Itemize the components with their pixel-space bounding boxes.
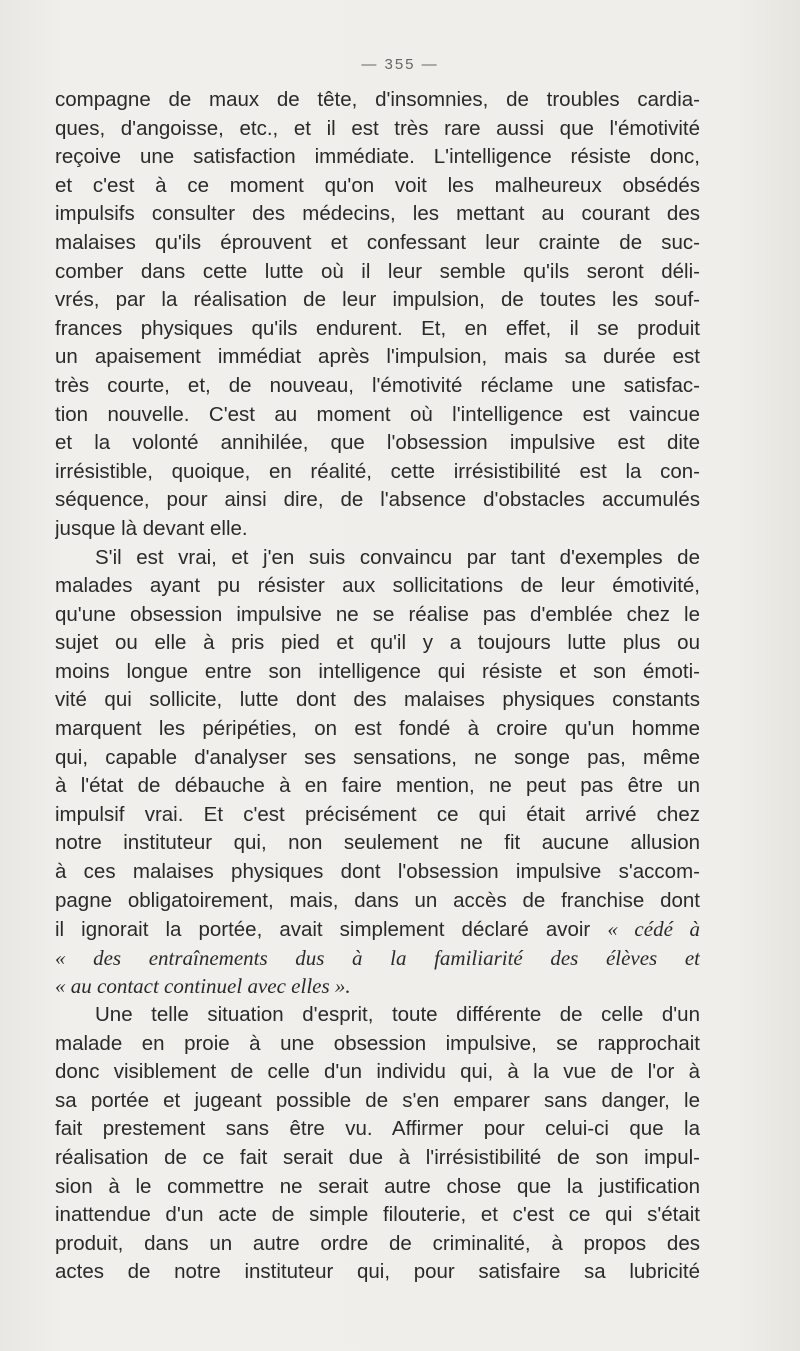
- text-line: sa portée et jugeant possible de s'en emparer sans danger, le: [55, 1088, 700, 1112]
- text-line: malade en proie à une obsession impulsive, se rapprochait: [55, 1031, 700, 1055]
- body-text: [55, 86, 700, 1287]
- text-line: moins longue entre son intelligence qui résiste et son émoti-: [55, 659, 700, 683]
- text-line: notre instituteur qui, non seulement ne fit aucune allusion: [55, 831, 700, 855]
- italic-quote-line: « au contact continuel avec elles ».: [55, 974, 351, 999]
- text-line: marquent les péripéties, on est fondé à croire qu'un homme: [55, 717, 700, 741]
- text-line: et c'est à ce moment qu'on voit les malheureux obsédés: [55, 173, 700, 197]
- text-line: donc visiblement de celle d'un individu qui, à la vue de l'or à: [55, 1060, 700, 1084]
- text-line: reçoive une satisfaction immédiate. L'intelligence résiste donc,: [55, 145, 700, 169]
- italic-quote: « cédé à: [607, 917, 700, 942]
- text-line: Une telle situation d'esprit, toute différente de celle d'un: [95, 1003, 700, 1026]
- text-segment: il ignorait la portée, avait simplement déclaré avoir: [55, 918, 591, 942]
- text-line: vité qui sollicite, lutte dont des malaises physiques constants: [55, 688, 700, 712]
- text-line: compagne de maux de tête, d'insomnies, de troubles cardia-: [55, 88, 700, 111]
- text-line: sujet ou elle à pris pied et qu'il y a toujours lutte plus ou: [55, 631, 700, 655]
- text-line: qui, capable d'analyser ses sensations, ne songe pas, même: [55, 745, 700, 769]
- text-line: fait prestement sans être vu. Affirmer pour celui-ci que la: [55, 1117, 700, 1141]
- text-line: très courte, et, de nouveau, l'émotivité réclame une satisfac-: [55, 373, 700, 397]
- text-line-with-quote: [55, 915, 700, 944]
- text-line: un apaisement immédiat après l'impulsion, mais sa durée est: [55, 345, 700, 369]
- text-line: comber dans cette lutte où il leur semble qu'ils seront déli-: [55, 259, 700, 283]
- text-line: S'il est vrai, et j'en suis convaincu par tant d'exemples de: [95, 545, 700, 569]
- text-line: produit, dans un autre ordre de criminalité, à propos des: [55, 1231, 700, 1255]
- italic-quote-line: « des entraînements dus à la familiarité des élèves et: [55, 945, 700, 970]
- text-line: malaises qu'ils éprouvent et confessant leur crainte de suc-: [55, 230, 700, 254]
- text-line: irrésistible, quoique, en réalité, cette irrésistibilité est la con-: [55, 459, 700, 483]
- text-line: réalisation de ce fait serait due à l'irrésistibilité de son impul-: [55, 1145, 700, 1169]
- text-line: frances physiques qu'ils endurent. Et, en effet, il se produit: [55, 316, 700, 340]
- text-line: tion nouvelle. C'est au moment où l'intelligence est vaincue: [55, 402, 700, 426]
- text-line: actes de notre instituteur qui, pour satisfaire sa lubricité: [55, 1260, 700, 1284]
- text-line: qu'une obsession impulsive ne se réalise pas d'emblée chez le: [55, 602, 700, 626]
- text-line: jusque là devant elle.: [55, 516, 248, 540]
- text-line: à ces malaises physiques dont l'obsession impulsive s'accom-: [55, 860, 700, 884]
- text-line: séquence, pour ainsi dire, de l'absence d'obstacles accumulés: [55, 488, 700, 512]
- text-line: pagne obligatoirement, mais, dans un accès de franchise dont: [55, 888, 700, 912]
- page-number: — 355 —: [361, 56, 439, 73]
- text-line: impulsif vrai. Et c'est précisément ce qui était arrivé chez: [55, 802, 700, 826]
- text-line: à l'état de débauche à en faire mention, ne peut pas être un: [55, 774, 700, 798]
- text-line: ques, d'angoisse, etc., et il est très rare aussi que l'émotivité: [55, 116, 700, 140]
- text-line: impulsifs consulter des médecins, les mettant au courant des: [55, 202, 700, 226]
- text-line: et la volonté annihilée, que l'obsession impulsive est dite: [55, 431, 700, 455]
- text-line: inattendue d'un acte de simple filouterie, et c'est ce qui s'était: [55, 1203, 700, 1227]
- text-line: sion à le commettre ne serait autre chose que la justification: [55, 1174, 700, 1198]
- text-line: malades ayant pu résister aux sollicitations de leur émotivité,: [55, 574, 700, 598]
- text-line: vrés, par la réalisation de leur impulsion, de toutes les souf-: [55, 288, 700, 312]
